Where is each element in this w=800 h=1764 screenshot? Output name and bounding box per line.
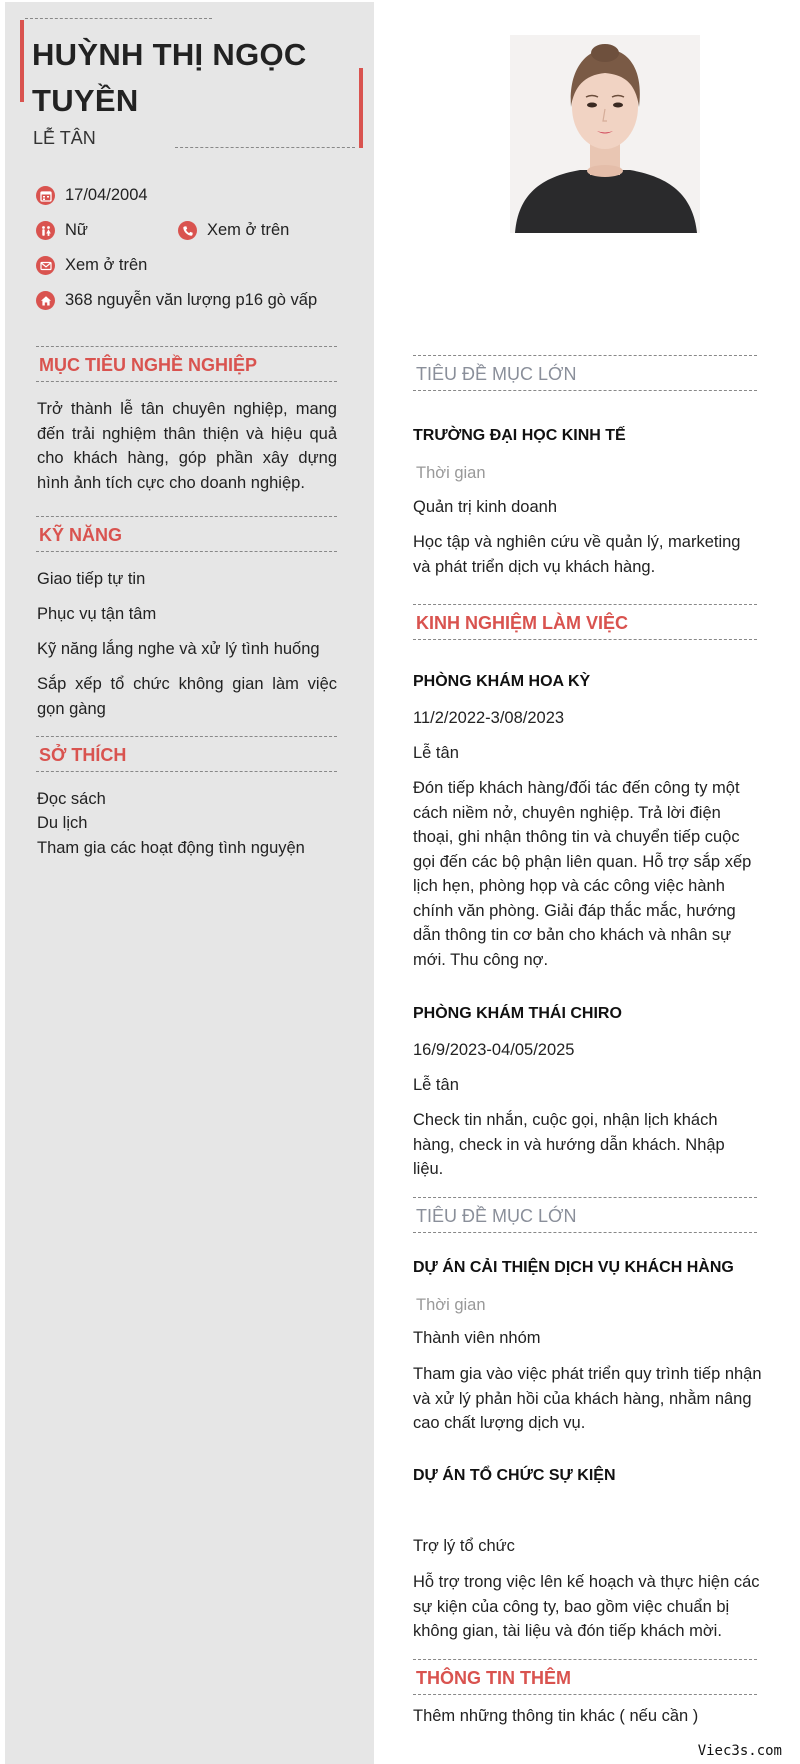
education-time: Thời gian: [416, 464, 486, 482]
phone-row: [178, 221, 289, 240]
address-row: [36, 291, 317, 310]
experience-title: KINH NGHIỆM LÀM VIỆC: [416, 613, 629, 633]
experience-heading: [413, 604, 757, 640]
project-role: Trợ lý tổ chức: [413, 1537, 515, 1555]
skill-item: Kỹ năng lắng nghe và xử lý tình huống: [37, 640, 320, 658]
hobby-item: Du lịch: [37, 814, 88, 832]
additional-heading: [413, 1659, 757, 1695]
hobby-item: Tham gia các hoạt động tình nguyện: [37, 839, 305, 857]
education-description: Học tập và nghiên cứu về quản lý, marketing và phát triển dịch vụ khách hàng.: [413, 533, 741, 576]
objective-title: MỤC TIÊU NGHỀ NGHIỆP: [39, 355, 258, 375]
skills-heading: [36, 516, 337, 552]
objective-heading: [36, 346, 337, 382]
job-description: Check tin nhắn, cuộc gọi, nhận lịch khách hàng, check in và hướng dẫn khách. Nhập liệu.: [413, 1111, 725, 1178]
job-company: PHÒNG KHÁM THÁI CHIRO: [413, 1005, 622, 1022]
birthdate-row: [36, 186, 148, 205]
gender-row: [36, 221, 88, 240]
job-role: Lễ tân: [413, 1076, 459, 1094]
job-role: Lễ tân: [413, 744, 459, 762]
address-value: 368 nguyễn văn lượng p16 gò vấp: [65, 291, 318, 309]
additional-text: Thêm những thông tin khác ( nếu cần ): [413, 1707, 699, 1725]
full-name: HUỲNH THỊ NGỌC TUYỀN: [32, 37, 307, 118]
birthdate-value: 17/04/2004: [65, 186, 148, 204]
skill-item: Giao tiếp tự tin: [37, 570, 146, 588]
projects-title: TIÊU ĐỀ MỤC LỚN: [416, 1206, 577, 1226]
accent-bar: [20, 20, 24, 102]
job-period: 16/9/2023-04/05/2025: [413, 1041, 575, 1059]
accent-bar: [359, 68, 363, 148]
email-row: [36, 256, 147, 275]
project-role: Thành viên nhóm: [413, 1329, 541, 1347]
home-icon: [36, 291, 55, 310]
gender-icon: [36, 221, 55, 240]
calendar-icon: [36, 186, 55, 205]
projects-heading: [413, 1197, 757, 1233]
job-title: LỄ TÂN: [33, 128, 96, 148]
project-description: Hỗ trợ trong việc lên kế hoạch và thực hiện các sự kiện của công ty, bao gồm việc chuẩn bị không gian, tài liệu và đón tiếp khách mời.: [413, 1573, 760, 1640]
divider: [25, 18, 212, 19]
project-time: Thời gian: [416, 1296, 486, 1314]
gender-value: Nữ: [65, 221, 88, 239]
phone-value: Xem ở trên: [207, 221, 290, 239]
project-name: DỰ ÁN CẢI THIỆN DỊCH VỤ KHÁCH HÀNG: [413, 1259, 734, 1276]
objective-text: Trở thành lễ tân chuyên nghiệp, mang đến trải nghiệm thân thiện và hiệu quả cho khách hàng, góp phần xây dựng hình ảnh tích cực cho doanh nghiệp.: [37, 400, 337, 492]
project-description: Tham gia vào việc phát triển quy trình tiếp nhận và xử lý phản hồi của khách hàng, nhằm nâng cao chất lượng dịch vụ.: [413, 1365, 762, 1432]
hobby-item: Đọc sách: [37, 790, 106, 808]
divider: [175, 147, 355, 148]
portrait-illustration: [510, 35, 700, 233]
skill-item: Sắp xếp tổ chức không gian làm việc gọn gàng: [37, 675, 337, 718]
hobbies-heading: [36, 736, 337, 772]
hobbies-title: SỞ THÍCH: [39, 745, 127, 765]
skills-title: KỸ NĂNG: [39, 525, 123, 545]
education-title: TIÊU ĐỀ MỤC LỚN: [416, 364, 577, 384]
education-heading: [413, 355, 757, 391]
email-value: Xem ở trên: [65, 256, 148, 274]
envelope-icon: [36, 256, 55, 275]
skill-item: Phục vụ tận tâm: [37, 605, 157, 623]
job-description: Đón tiếp khách hàng/đối tác đến công ty một cách niềm nở, chuyên nghiệp. Trả lời điện thoại, ghi nhận thông tin và chuyển tiếp cuộc gọi đến các bộ phận liên quan. Hỗ trợ sắp xếp lịch hẹn, phòng họp và các công việc hành chính văn phòng. Giải đáp thắc mắc, hướng dẫn thông tin cơ bản cho khách và nhân sự mới. Thu công nợ.: [413, 779, 752, 969]
watermark: Viec3s.com: [697, 1743, 782, 1759]
name-block: [20, 18, 360, 150]
additional-title: THÔNG TIN THÊM: [416, 1668, 571, 1688]
job-period: 11/2/2022-3/08/2023: [413, 709, 565, 727]
school-name: TRƯỜNG ĐẠI HỌC KINH TẾ: [413, 427, 626, 444]
job-company: PHÒNG KHÁM HOA KỲ: [413, 673, 591, 690]
project-name: DỰ ÁN TỔ CHỨC SỰ KIỆN: [413, 1467, 616, 1484]
phone-icon: [178, 221, 197, 240]
profile-photo: [510, 35, 700, 233]
education-major: Quản trị kinh doanh: [413, 498, 558, 516]
